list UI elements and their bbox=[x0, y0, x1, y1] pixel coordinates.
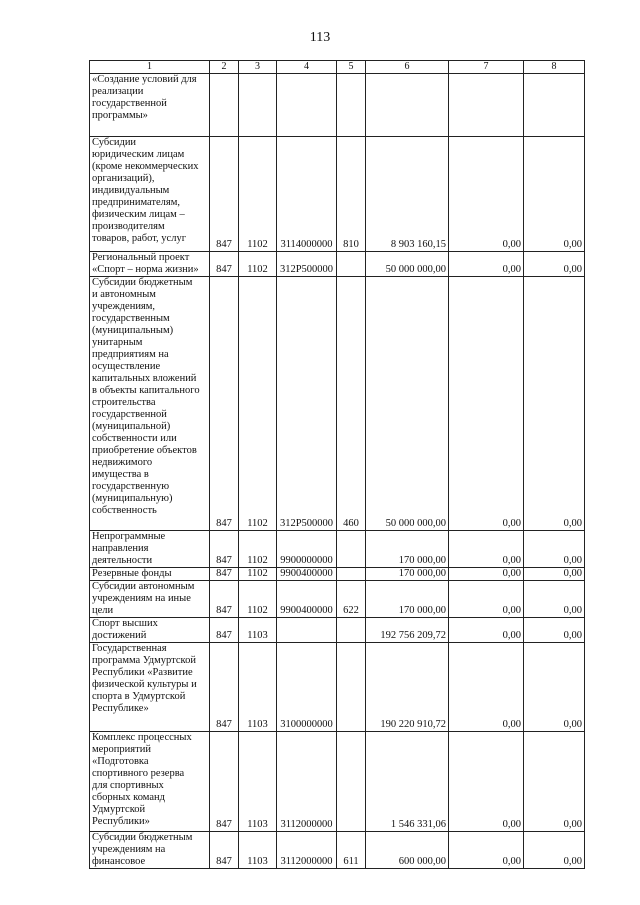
cell-amount-2: 0,00 bbox=[449, 643, 524, 732]
cell-code-type bbox=[337, 618, 366, 643]
table-row bbox=[90, 277, 585, 531]
cell-code-section: 1102 bbox=[239, 531, 277, 568]
cell-code-ministry bbox=[210, 74, 239, 137]
cell-amount-3: 0,00 bbox=[524, 618, 585, 643]
cell-code-target: 9900400000 bbox=[277, 568, 337, 581]
cell-code-section bbox=[239, 74, 277, 137]
cell-amount-3: 0,00 bbox=[524, 252, 585, 277]
cell-amount-1: 170 000,00 bbox=[366, 531, 449, 568]
cell-code-type bbox=[337, 568, 366, 581]
row-label: Государственная программа Удмуртской Республики «Развитие физической культуры и спорта в Удмуртской Республике» bbox=[92, 643, 197, 714]
row-label: Субсидии бюджетным учреждениям на финансовое bbox=[92, 832, 193, 867]
row-label: Непрограммные направления деятельности bbox=[92, 531, 166, 566]
cell-code-ministry: 847 bbox=[210, 618, 239, 643]
cell-code-section: 1103 bbox=[239, 643, 277, 732]
cell-amount-1: 1 546 331,06 bbox=[366, 732, 449, 832]
header-row bbox=[90, 61, 585, 74]
cell-code-ministry: 847 bbox=[210, 277, 239, 531]
header-col-1: 1 bbox=[90, 61, 210, 74]
cell-amount-2: 0,00 bbox=[449, 618, 524, 643]
cell-name bbox=[90, 252, 210, 277]
cell-amount-1: 50 000 000,00 bbox=[366, 277, 449, 531]
cell-code-type bbox=[337, 643, 366, 732]
cell-amount-1: 170 000,00 bbox=[366, 568, 449, 581]
cell-code-target: 3114000000 bbox=[277, 137, 337, 252]
cell-code-section: 1102 bbox=[239, 277, 277, 531]
cell-code-section: 1102 bbox=[239, 568, 277, 581]
cell-name bbox=[90, 581, 210, 618]
budget-table bbox=[89, 60, 585, 869]
cell-code-type bbox=[337, 74, 366, 137]
cell-amount-3: 0,00 bbox=[524, 581, 585, 618]
header-col-5: 5 bbox=[337, 61, 366, 74]
cell-code-target bbox=[277, 74, 337, 137]
header-col-6: 6 bbox=[366, 61, 449, 74]
header-col-7: 7 bbox=[449, 61, 524, 74]
table-row bbox=[90, 581, 585, 618]
cell-code-target: 9900000000 bbox=[277, 531, 337, 568]
cell-name bbox=[90, 531, 210, 568]
row-label: Субсидии бюджетным и автономным учреждениям, государственным (муниципальным) унитарным предприятиям на осуществление капитальных вложений в объекты капитального строительства государственной (муниципальной) собственности или приобретение объектов недвижимого имущества в государственную (муниципальную) собственность bbox=[92, 277, 200, 516]
cell-code-target bbox=[277, 618, 337, 643]
cell-name bbox=[90, 618, 210, 643]
cell-code-type: 622 bbox=[337, 581, 366, 618]
cell-code-type: 460 bbox=[337, 277, 366, 531]
table-row bbox=[90, 568, 585, 581]
cell-amount-3: 0,00 bbox=[524, 277, 585, 531]
cell-amount-3: 0,00 bbox=[524, 832, 585, 869]
cell-amount-3 bbox=[524, 74, 585, 137]
cell-code-target: 312P500000 bbox=[277, 277, 337, 531]
row-label: Субсидии автономным учреждениям на иные цели bbox=[92, 581, 195, 616]
cell-code-ministry: 847 bbox=[210, 832, 239, 869]
cell-code-ministry: 847 bbox=[210, 568, 239, 581]
cell-code-section: 1102 bbox=[239, 252, 277, 277]
cell-code-ministry: 847 bbox=[210, 137, 239, 252]
cell-code-ministry: 847 bbox=[210, 732, 239, 832]
row-label: Резервные фонды bbox=[92, 568, 172, 579]
cell-amount-2: 0,00 bbox=[449, 531, 524, 568]
cell-amount-2: 0,00 bbox=[449, 137, 524, 252]
cell-name bbox=[90, 832, 210, 869]
cell-code-type: 611 bbox=[337, 832, 366, 869]
cell-name bbox=[90, 643, 210, 732]
header-col-2: 2 bbox=[210, 61, 239, 74]
cell-code-target: 9900400000 bbox=[277, 581, 337, 618]
table-row bbox=[90, 74, 585, 137]
cell-code-ministry: 847 bbox=[210, 643, 239, 732]
cell-amount-3: 0,00 bbox=[524, 137, 585, 252]
cell-name bbox=[90, 277, 210, 531]
cell-amount-1: 50 000 000,00 bbox=[366, 252, 449, 277]
cell-code-type bbox=[337, 252, 366, 277]
row-label: «Создание условий для реализации государственной программы» bbox=[92, 74, 197, 121]
table-row bbox=[90, 643, 585, 732]
cell-code-ministry: 847 bbox=[210, 581, 239, 618]
cell-amount-1: 170 000,00 bbox=[366, 581, 449, 618]
cell-code-target: 3112000000 bbox=[277, 832, 337, 869]
cell-code-ministry: 847 bbox=[210, 252, 239, 277]
table-row bbox=[90, 832, 585, 869]
cell-code-target: 3100000000 bbox=[277, 643, 337, 732]
page-number: 113 bbox=[309, 30, 331, 45]
row-label: Комплекс процессных мероприятий «Подготовка спортивного резерва для спортивных сборных команд Удмуртской Республики» bbox=[92, 732, 192, 827]
cell-code-section: 1102 bbox=[239, 581, 277, 618]
cell-name bbox=[90, 137, 210, 252]
cell-amount-2: 0,00 bbox=[449, 732, 524, 832]
cell-amount-1: 190 220 910,72 bbox=[366, 643, 449, 732]
cell-name bbox=[90, 74, 210, 137]
table-row bbox=[90, 252, 585, 277]
cell-code-ministry: 847 bbox=[210, 531, 239, 568]
cell-amount-2: 0,00 bbox=[449, 252, 524, 277]
cell-amount-2: 0,00 bbox=[449, 277, 524, 531]
cell-code-type bbox=[337, 732, 366, 832]
row-label: Спорт высших достижений bbox=[92, 618, 158, 641]
cell-code-section: 1103 bbox=[239, 732, 277, 832]
header-col-3: 3 bbox=[239, 61, 277, 74]
cell-amount-1 bbox=[366, 74, 449, 137]
table-row bbox=[90, 732, 585, 832]
cell-amount-1: 192 756 209,72 bbox=[366, 618, 449, 643]
cell-code-type: 810 bbox=[337, 137, 366, 252]
cell-code-section: 1102 bbox=[239, 137, 277, 252]
cell-name bbox=[90, 732, 210, 832]
cell-code-target: 3112000000 bbox=[277, 732, 337, 832]
cell-amount-3: 0,00 bbox=[524, 568, 585, 581]
cell-code-section: 1103 bbox=[239, 832, 277, 869]
cell-amount-2: 0,00 bbox=[449, 581, 524, 618]
cell-amount-3: 0,00 bbox=[524, 732, 585, 832]
cell-amount-2: 0,00 bbox=[449, 568, 524, 581]
cell-code-target: 312P500000 bbox=[277, 252, 337, 277]
header-col-4: 4 bbox=[277, 61, 337, 74]
table-row bbox=[90, 137, 585, 252]
cell-code-type bbox=[337, 531, 366, 568]
row-label: Региональный проект «Спорт – норма жизни» bbox=[92, 252, 199, 275]
cell-amount-1: 600 000,00 bbox=[366, 832, 449, 869]
cell-code-section: 1103 bbox=[239, 618, 277, 643]
cell-amount-1: 8 903 160,15 bbox=[366, 137, 449, 252]
header-col-8: 8 bbox=[524, 61, 585, 74]
cell-amount-3: 0,00 bbox=[524, 531, 585, 568]
table-row bbox=[90, 618, 585, 643]
cell-amount-2: 0,00 bbox=[449, 832, 524, 869]
cell-name bbox=[90, 568, 210, 581]
row-label: Субсидии юридическим лицам (кроме некоммерческих организаций), индивидуальным предпринимателям, физическим лицам – производителям товаров, работ, услуг bbox=[92, 137, 199, 244]
cell-amount-3: 0,00 bbox=[524, 643, 585, 732]
table-row bbox=[90, 531, 585, 568]
cell-amount-2 bbox=[449, 74, 524, 137]
